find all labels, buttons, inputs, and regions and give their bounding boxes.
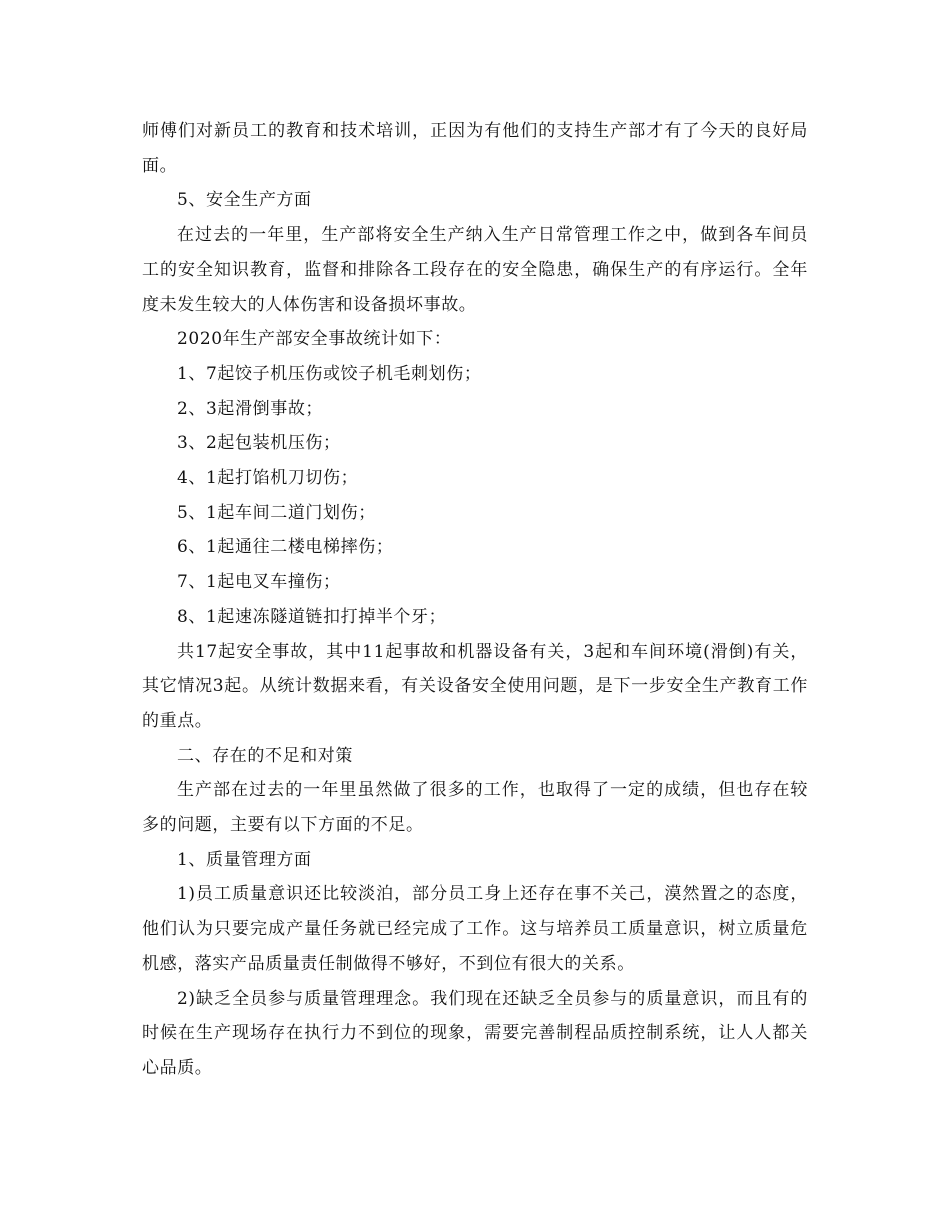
paragraph: 2020年生产部安全事故统计如下： [177,329,452,350]
section-heading: 1、质量管理方面 [177,849,312,870]
paragraph: 生产部在过去的一年里虽然做了很多的工作，也取得了一定的成绩，但也存在较多的问题，主要有以下方面的不足。 [142,780,808,836]
paragraph: 1)员工质量意识还比较淡泊，部分员工身上还存在事不关己，漠然置之的态度，他们认为只要完成产量任务就已经完成了工作。这与培养员工质量意识，树立质量危机感，落实产品质量责任制做得不够好，不到位有很大的关系。 [142,884,808,974]
list-item: 2、3起滑倒事故； [177,398,324,419]
paragraph: 2)缺乏全员参与质量管理理念。我们现在还缺乏全员参与的质量意识，而且有的时候在生产现场存在执行力不到位的现象，需要完善制程品质控制系统，让人人都关心品质。 [142,988,808,1078]
document-body [142,114,808,1086]
paragraph: 共17起安全事故，其中11起事故和机器设备有关，3起和车间环境(滑倒)有关，其它情况3起。从统计数据来看，有关设备安全使用问题，是下一步安全生产教育工作的重点。 [142,641,808,731]
list-item: 3、2起包装机压伤； [177,433,341,454]
list-item: 7、1起电叉车撞伤； [177,572,341,593]
paragraph: 在过去的一年里，生产部将安全生产纳入生产日常管理工作之中，做到各车间员工的安全知识教育，监督和排除各工段存在的安全隐患，确保生产的有序运行。全年度未发生较大的人体伤害和设备损坏事故。 [142,225,808,315]
list-item: 8、1起速冻隧道链扣打掉半个牙； [177,606,447,627]
list-item: 6、1起通往二楼电梯摔伤； [177,537,394,558]
list-item: 1、7起饺子机压伤或饺子机毛刺划伤； [177,363,482,384]
list-item: 4、1起打馅机刀切伤； [177,468,359,489]
paragraph: 师傅们对新员工的教育和技术培训，正因为有他们的支持生产部才有了今天的良好局面。 [142,121,808,176]
section-heading: 二、存在的不足和对策 [177,745,353,766]
list-item: 5、1起车间二道门划伤； [177,502,376,523]
section-heading: 5、安全生产方面 [177,190,312,211]
